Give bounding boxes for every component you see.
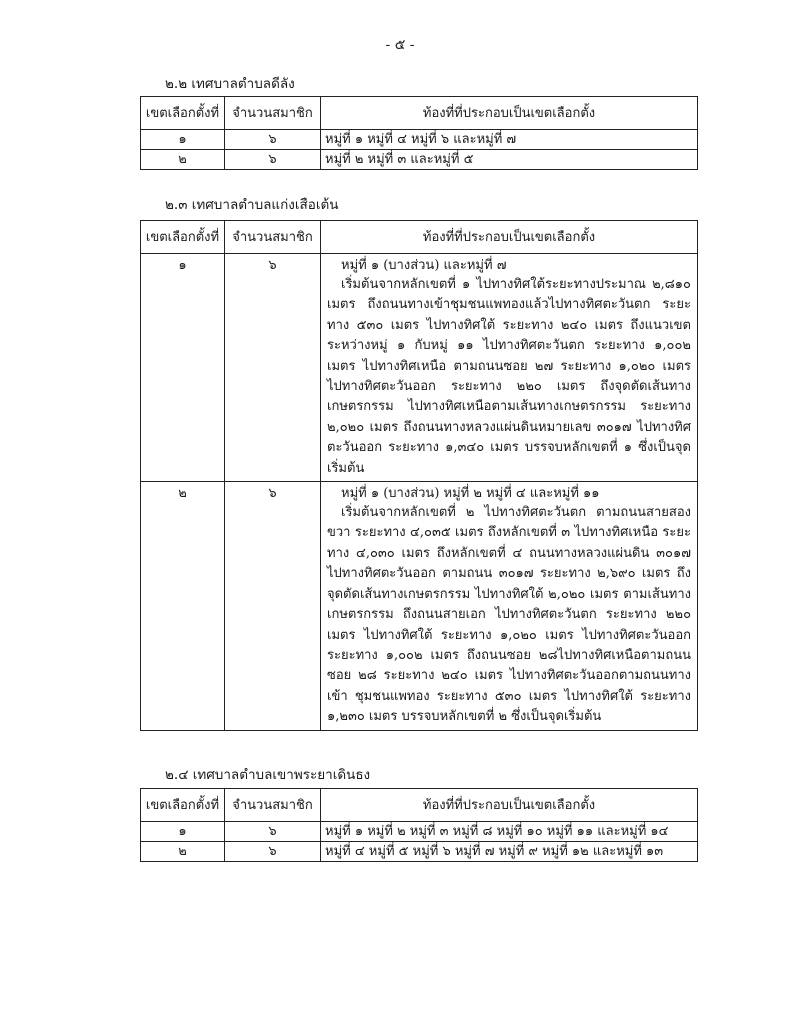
district-number: ๑: [141, 130, 225, 150]
boundary-description: เริ่มต้นจากหลักเขตที่ ๒ ไปทางทิศตะวันตก ตามถนนสายสองขวา ระยะทาง ๔,๐๓๕ เมตร ถึงหลักเขตที่ ๓ ไปทางทิศเหนือ ระยะทาง ๔,๐๓๐ เมตร ถึงหลักเขตที่ ๔ ถนนทางหลวงแผ่นดิน ๓๐๑๗ ไปทางทิศตะวันออก ตามถนน ๓๐๑๗ ระยะทาง ๒,๖๙๐ เมตร ถึงจุดตัดเส้นทางเกษตรกรรม ไปทางทิศใต้ ๒,๐๒๐ เมตร ตามเส้นทางเกษตรกรรม ถึงถนนสายเอก ไปทางทิศตะวันตก ระยะทาง ๒๒๐ เมตร ไปทางทิศใต้ ระยะทาง ๑,๐๒๐ เมตร ไปทางทิศตะวันออก ระยะทาง ๑,๐๐๒ เมตร ถึงถนนซอย ๒๘ไปทางทิศเหนือตามถนนซอย ๒๘ ระยะทาง ๒๔๐ เมตร ไปทางทิศตะวันออกตามถนนทางเข้า ชุมชนแพทอง ระยะทาง ๕๓๐ เมตร ไปทางทิศใต้ ระยะทาง ๑,๒๓๐ เมตร บรรจบหลักเขตที่ ๒ ซึ่งเป็นจุดเริ่มต้น: [327, 505, 691, 725]
table-2-4: [140, 788, 698, 862]
member-count: ๖: [225, 130, 321, 150]
boundary-description: เริ่มต้นจากหลักเขตที่ ๑ ไปทางทิศใต้ระยะทางประมาณ ๒,๘๑๐ เมตร ถึงถนนทางเข้าชุมชนแพทองแล้วไปทางทิศตะวันตก ระยะทาง ๕๓๐ เมตร ไปทางทิศใต้ ระยะทาง ๒๔๐ เมตร ถึงแนวเขตระหว่างหมู่ ๑ กับหมู่ ๑๑ ไปทางทิศตะวันตก ระยะทาง ๑,๐๐๒ เมตร ไปทางทิศเหนือ ตามถนนซอย ๒๗ ระยะทาง ๑,๐๒๐ เมตร ไปทางทิศตะวันออก ระยะทาง ๒๒๐ เมตร ถึงจุดตัดเส้นทางเกษตรกรรม ไปทางทิศเหนือตามเส้นทางเกษตรกรรม ระยะทาง ๒,๐๒๐ เมตร ถึงถนนทางหลวงแผ่นดินหมายเลข ๓๐๑๗ ไปทางทิศตะวันออก ระยะทาง ๑,๓๔๐ เมตร บรรจบหลักเขตที่ ๑ ซึ่งเป็นจุดเริ่มต้น: [327, 277, 691, 476]
section-title-2-3: ๒.๓ เทศบาลตำบลแก่งเสือเต้น: [165, 197, 339, 213]
district-number: ๒: [141, 482, 225, 730]
page-number: - ๕ -: [385, 37, 415, 53]
area-cell: [321, 254, 698, 482]
district-number: ๒: [141, 150, 225, 170]
member-count: ๖: [225, 150, 321, 170]
header-district: เขตเลือกตั้งที่: [141, 97, 225, 130]
area-villages: หมู่ที่ ๑ (บางส่วน) หมู่ที่ ๒ หมู่ที่ ๔ และหมู่ที่ ๑๑: [341, 486, 600, 502]
header-members: จำนวนสมาชิก: [225, 789, 321, 822]
area-text: หมู่ที่ ๒ หมู่ที่ ๓ และหมู่ที่ ๕: [321, 150, 698, 170]
header-area: ท้องที่ที่ประกอบเป็นเขตเลือกตั้ง: [321, 221, 698, 254]
header-district: เขตเลือกตั้งที่: [141, 789, 225, 822]
table-row: [141, 130, 698, 150]
area-villages: หมู่ที่ ๑ (บางส่วน) และหมู่ที่ ๗: [341, 258, 507, 273]
area-text: หมู่ที่ ๑ หมู่ที่ ๒ หมู่ที่ ๓ หมู่ที่ ๘ หมู่ที่ ๑๐ หมู่ที่ ๑๑ และหมู่ที่ ๑๔: [321, 822, 698, 842]
header-area: ท้องที่ที่ประกอบเป็นเขตเลือกตั้ง: [321, 97, 698, 130]
table-header-row: [141, 97, 698, 130]
table-header-row: [141, 789, 698, 822]
member-count: ๖: [225, 254, 321, 482]
area-text: หมู่ที่ ๑ หมู่ที่ ๔ หมู่ที่ ๖ และหมู่ที่ ๗: [321, 130, 698, 150]
header-district: เขตเลือกตั้งที่: [141, 221, 225, 254]
header-members: จำนวนสมาชิก: [225, 221, 321, 254]
table-row: [141, 150, 698, 170]
section-title-2-2: ๒.๒ เทศบาลตำบลดีลัง: [165, 76, 295, 92]
member-count: ๖: [225, 822, 321, 842]
district-number: ๒: [141, 842, 225, 862]
table-row: [141, 482, 698, 730]
district-number: ๑: [141, 254, 225, 482]
table-row: [141, 254, 698, 482]
area-text: หมู่ที่ ๔ หมู่ที่ ๕ หมู่ที่ ๖ หมู่ที่ ๗ หมู่ที่ ๙ หมู่ที่ ๑๒ และหมู่ที่ ๑๓: [321, 842, 698, 862]
table-header-row: [141, 221, 698, 254]
member-count: ๖: [225, 842, 321, 862]
table-row: [141, 842, 698, 862]
area-cell: [321, 482, 698, 730]
district-number: ๑: [141, 822, 225, 842]
table-2-3: [140, 220, 698, 731]
header-members: จำนวนสมาชิก: [225, 97, 321, 130]
header-area: ท้องที่ที่ประกอบเป็นเขตเลือกตั้ง: [321, 789, 698, 822]
table-2-2: [140, 96, 698, 170]
member-count: ๖: [225, 482, 321, 730]
section-title-2-4: ๒.๔ เทศบาลตำบลเขาพระยาเดินธง: [165, 767, 371, 783]
table-row: [141, 822, 698, 842]
